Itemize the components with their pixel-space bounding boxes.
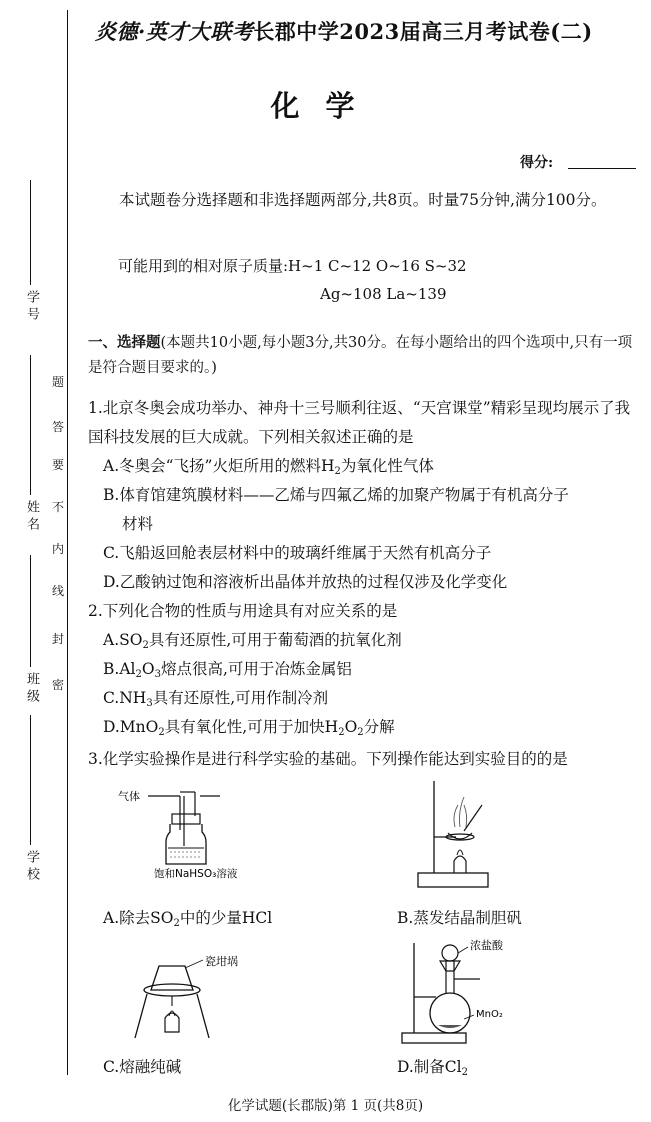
class-label: 班 级	[24, 672, 39, 703]
atomic-mass-line-2: Ag~108 La~139	[320, 285, 447, 303]
seal-char: 题	[52, 375, 65, 389]
figure-b-evaporation	[400, 775, 510, 890]
school-field[interactable]	[30, 715, 31, 845]
q2-option-d: D.MnO$_2$具有氧化性,可用于加快$H_2O_2$分解	[103, 718, 395, 738]
q1-option-c: C.飞船返回舱表层材料中的玻璃纤维属于天然有机高分子	[103, 544, 492, 562]
seal-char: 线	[52, 584, 65, 598]
q3-option-d: D.制备$Cl_2$	[397, 1058, 468, 1078]
figure-a-solution-label: 饱和NaHSO₃溶液	[154, 868, 238, 880]
q1-option-b: B.体育馆建筑膜材料——乙烯与四氟乙烯的加聚产物属于有机高分子	[103, 486, 569, 504]
figure-d-mno2-label: MnO₂	[476, 1009, 503, 1020]
figure-d-acid-label: 浓盐酸	[470, 939, 503, 952]
score-field[interactable]	[568, 168, 636, 169]
seal-char: 答	[52, 420, 65, 434]
q2-option-c: $C.NH_3$具有还原性,可用作制冷剂	[103, 689, 329, 709]
brand-name: 炎德·英才大联考	[95, 19, 254, 44]
question-3-stem: 3.化学实验操作是进行科学实验的基础。下列操作能达到实验目的的是	[88, 750, 568, 768]
figure-c-crucible	[125, 955, 275, 1050]
q2-option-a: $A.SO_2$具有还原性,可用于葡萄酒的抗氧化剂	[103, 631, 402, 651]
binding-line	[67, 10, 68, 1075]
score-label: 得分:	[520, 155, 554, 171]
class-field[interactable]	[30, 555, 31, 667]
atomic-mass-line-1: 可能用到的相对原子质量:H~1 C~12 O~16 S~32	[118, 257, 467, 275]
page-footer: 化学试题(长郡版)第 1 页(共8页)	[227, 1098, 424, 1114]
section-title: 一、选择题	[88, 335, 161, 351]
subject-title: 化学	[270, 89, 381, 123]
q3-option-b: B.蒸发结晶制胆矾	[397, 909, 522, 927]
name-field[interactable]	[30, 355, 31, 495]
student-no-field[interactable]	[30, 180, 31, 285]
figure-a-washing-bottle	[110, 780, 300, 880]
q2-option-b: $B.Al_2O_3$熔点很高,可用于冶炼金属铝	[103, 660, 352, 680]
seal-char: 密	[52, 678, 65, 692]
q1-option-d: D.乙酸钠过饱和溶液析出晶体并放热的过程仅涉及化学变化	[103, 573, 508, 591]
seal-char: 要	[52, 458, 65, 472]
exam-name: 长郡中学2023届高三月考试卷(二)	[253, 19, 593, 44]
seal-char: 不	[52, 500, 65, 514]
question-1-stem: 1.北京冬奥会成功举办、神舟十三号顺利往返、“天宫课堂”精彩呈现均展示了我国科技发展的巨大成就。下列相关叙述正确的是	[88, 399, 631, 446]
q1-option-b-cont: 材料	[122, 515, 154, 533]
q1-option-a: A.冬奥会“飞扬”火炬所用的燃料$H_2$为氧化性气体	[103, 457, 434, 477]
seal-char: 封	[52, 632, 65, 646]
exam-title	[95, 16, 635, 46]
school-label: 学 校	[24, 850, 39, 881]
figure-a-gas-label: 气体	[118, 790, 140, 803]
figure-d-chlorine-generator	[400, 935, 530, 1050]
section-desc: (本题共10小题,每小题3分,共30分。在每小题给出的四个选项中,只有一项是符合题目要求的。)	[88, 335, 633, 376]
student-no-label: 学 号	[24, 290, 39, 321]
section-header	[88, 331, 638, 381]
figure-c-crucible-label: 瓷坩埚	[205, 955, 238, 968]
seal-char: 内	[52, 542, 65, 556]
q3-option-a: A.除去$SO_2$中的少量HCl	[103, 909, 273, 929]
question-2-stem: 2.下列化合物的性质与用途具有对应关系的是	[88, 602, 398, 620]
q3-option-c: C.熔融纯碱	[103, 1058, 182, 1076]
intro-text: 本试题卷分选择题和非选择题两部分,共8页。时量75分钟,满分100分。	[119, 191, 607, 209]
name-label: 姓 名	[24, 500, 39, 531]
